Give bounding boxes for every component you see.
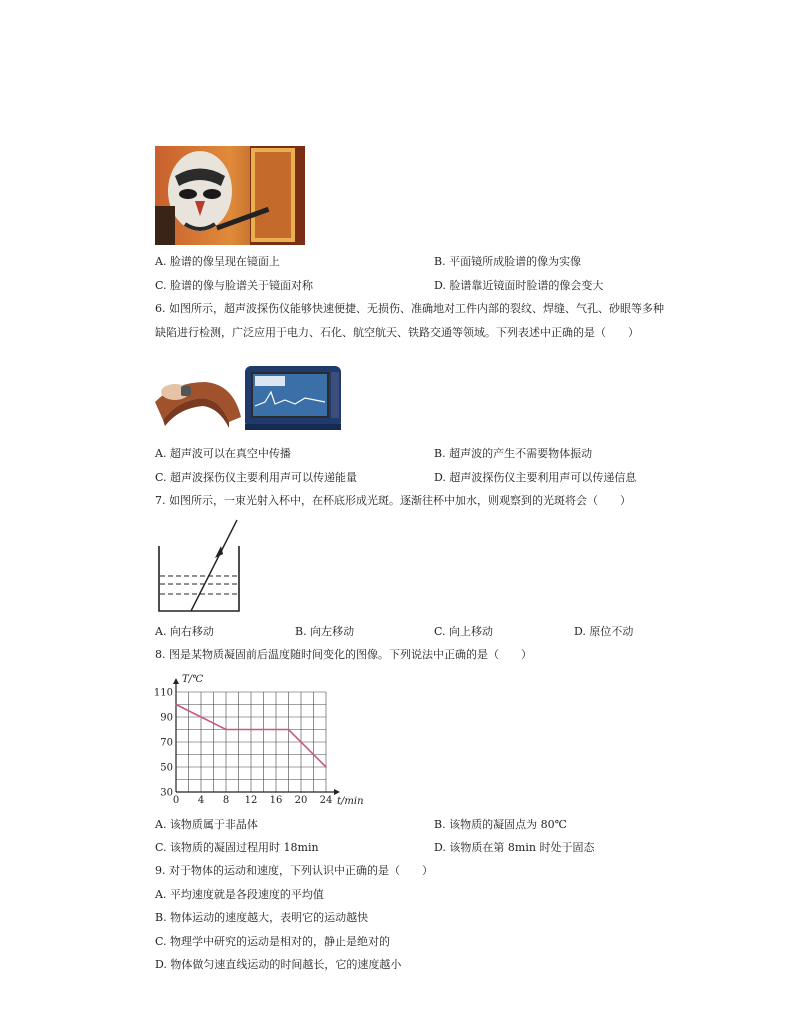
- q6-stem-line2: 缺陷进行检测，广泛应用于电力、石化、航空航天、铁路交通等领域。下列表述中正确的是（ ）: [155, 326, 639, 339]
- q8-stem: 8. 图是某物质凝固前后温度随时间变化的图像。下列说法中正确的是（ ）: [155, 648, 532, 661]
- q6-option-a: A. 超声波可以在真空中传播: [155, 447, 291, 460]
- cooling-curve-point: [288, 729, 290, 731]
- q9-option-c: C. 物理学中研究的运动是相对的，静止是绝对的: [155, 935, 391, 948]
- cooling-curve-point: [225, 729, 227, 731]
- y-tick-label: 50: [160, 762, 173, 774]
- q5-option-d: D. 脸谱靠近镜面时脸谱的像会变大: [434, 279, 604, 292]
- x-axis-arrow: [334, 789, 340, 795]
- q7-option-b: B. 向左移动: [295, 625, 355, 638]
- y-tick-label: 90: [160, 712, 173, 724]
- x-tick-label: 24: [319, 795, 333, 806]
- q8-option-c: C. 该物质的凝固过程用时 18min: [155, 841, 319, 854]
- q8-option-d: D. 该物质在第 8min 时处于固态: [434, 841, 595, 854]
- q7-option-d: D. 原位不动: [574, 625, 634, 638]
- ultrasonic-detector-photo: [155, 362, 345, 436]
- q6-option-d: D. 超声波探伤仪主要利用声可以传递信息: [434, 471, 637, 484]
- opera-mask-mirror-photo: [155, 146, 305, 245]
- cooling-curve-point: [325, 766, 327, 768]
- q6-option-c: C. 超声波探伤仪主要利用声可以传递能量: [155, 471, 358, 484]
- q5-option-b: B. 平面镜所成脸谱的像为实像: [434, 255, 582, 268]
- cooling-curve-point: [175, 704, 177, 706]
- y-tick-label: 70: [160, 737, 173, 749]
- y-tick-label: 110: [153, 687, 173, 699]
- x-tick-label: 0: [172, 795, 180, 806]
- q9-option-a: A. 平均速度就是各段速度的平均值: [155, 888, 324, 901]
- y-axis-label: T/℃: [182, 674, 204, 685]
- q8-option-a: A. 该物质属于非晶体: [155, 818, 258, 831]
- y-tick-label: 30: [160, 787, 173, 799]
- q7-option-c: C. 向上移动: [434, 625, 494, 638]
- q5-option-a: A. 脸谱的像呈现在镜面上: [155, 255, 280, 268]
- x-axis-label: t/min: [337, 796, 364, 807]
- q5-option-c: C. 脸谱的像与脸谱关于镜面对称: [155, 279, 314, 292]
- light-cup-diagram: [155, 516, 245, 616]
- temperature-time-chart: [150, 670, 380, 810]
- x-tick-label: 4: [197, 795, 205, 806]
- x-tick-label: 20: [294, 795, 308, 806]
- x-tick-label: 16: [269, 795, 283, 806]
- light-ray: [191, 520, 237, 611]
- cup-outline: [159, 546, 239, 611]
- y-axis-arrow: [173, 678, 179, 684]
- q7-stem: 7. 如图所示，一束光射入杯中，在杯底形成光斑。逐渐往杯中加水，则观察到的光斑将会（ ）: [155, 494, 631, 507]
- x-tick-label: 8: [222, 795, 230, 806]
- q7-option-a: A. 向右移动: [155, 625, 214, 638]
- q9-stem: 9. 对于物体的运动和速度，下列认识中正确的是（ ）: [155, 864, 433, 877]
- x-tick-label: 12: [244, 795, 258, 806]
- q6-stem-line1: 6. 如图所示，超声波探伤仪能够快速便捷、无损伤、准确地对工件内部的裂纹、焊缝、气孔、砂眼等多种: [155, 302, 664, 315]
- q8-option-b: B. 该物质的凝固点为 80℃: [434, 818, 567, 831]
- q9-option-b: B. 物体运动的速度越大，表明它的运动越快: [155, 911, 369, 924]
- q6-option-b: B. 超声波的产生不需要物体振动: [434, 447, 593, 460]
- q9-option-d: D. 物体做匀速直线运动的时间越长，它的速度越小: [155, 958, 402, 971]
